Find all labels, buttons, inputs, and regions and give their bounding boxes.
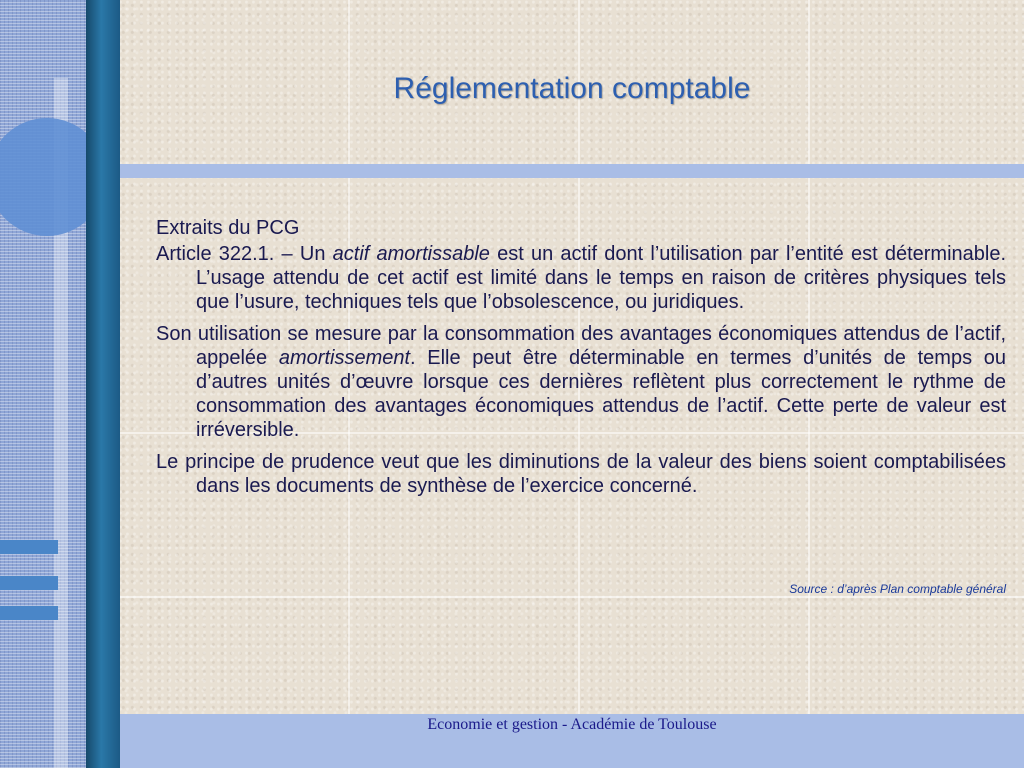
slide-title: Réglementation comptable xyxy=(393,72,751,105)
left-decorative-tick xyxy=(0,606,58,620)
paragraph-utilisation-end: . Elle peut être déterminable en termes d’unités de temps ou d’autres unités d’œuvre lorsque ces dernières reflètent plus correctement le rythme de consommation des avantages économiques attendus de l’actif. Cette perte de valeur est irréversible. xyxy=(196,347,1006,441)
left-decorative-stripe xyxy=(86,0,120,768)
paragraph-article-start: Article 322.1. – Un xyxy=(156,243,333,265)
paragraph-article-end: est un actif dont l’utilisation par l’entité est déterminable. L’usage attendu de cet actif est limité dans le temps en raison de critères physiques tels que l’usure, techniques tels que l’obsolescence, ou juridiques. xyxy=(196,243,1007,313)
paragraph-utilisation-start: Son utilisation se mesure par la consommation des avantages économiques attendus de l’actif, appelée xyxy=(156,323,1006,369)
term-amortissement: amortissement xyxy=(278,347,411,369)
source-citation: Source : d’après Plan comptable général xyxy=(789,582,1006,596)
body-heading: Extraits du PCG xyxy=(156,217,300,239)
left-decorative-tick xyxy=(0,576,58,590)
slide-footer: Economie et gestion - Académie de Toulouse xyxy=(427,716,717,733)
background-grid-line xyxy=(120,596,1024,598)
paragraph-utilisation xyxy=(156,322,1006,442)
title-underline-band xyxy=(120,164,1024,178)
slide-body xyxy=(156,216,1006,498)
term-actif-amortissable: actif amortissable xyxy=(332,243,490,265)
left-decorative-tick xyxy=(0,540,58,554)
left-decorative-band xyxy=(0,0,86,768)
paragraph-prudence: Le principe de prudence veut que les diminutions de la valeur des biens soient comptabilisées dans les documents de synthèse de l’exercice concerné. xyxy=(156,451,1006,497)
paragraph-article xyxy=(156,242,1006,314)
